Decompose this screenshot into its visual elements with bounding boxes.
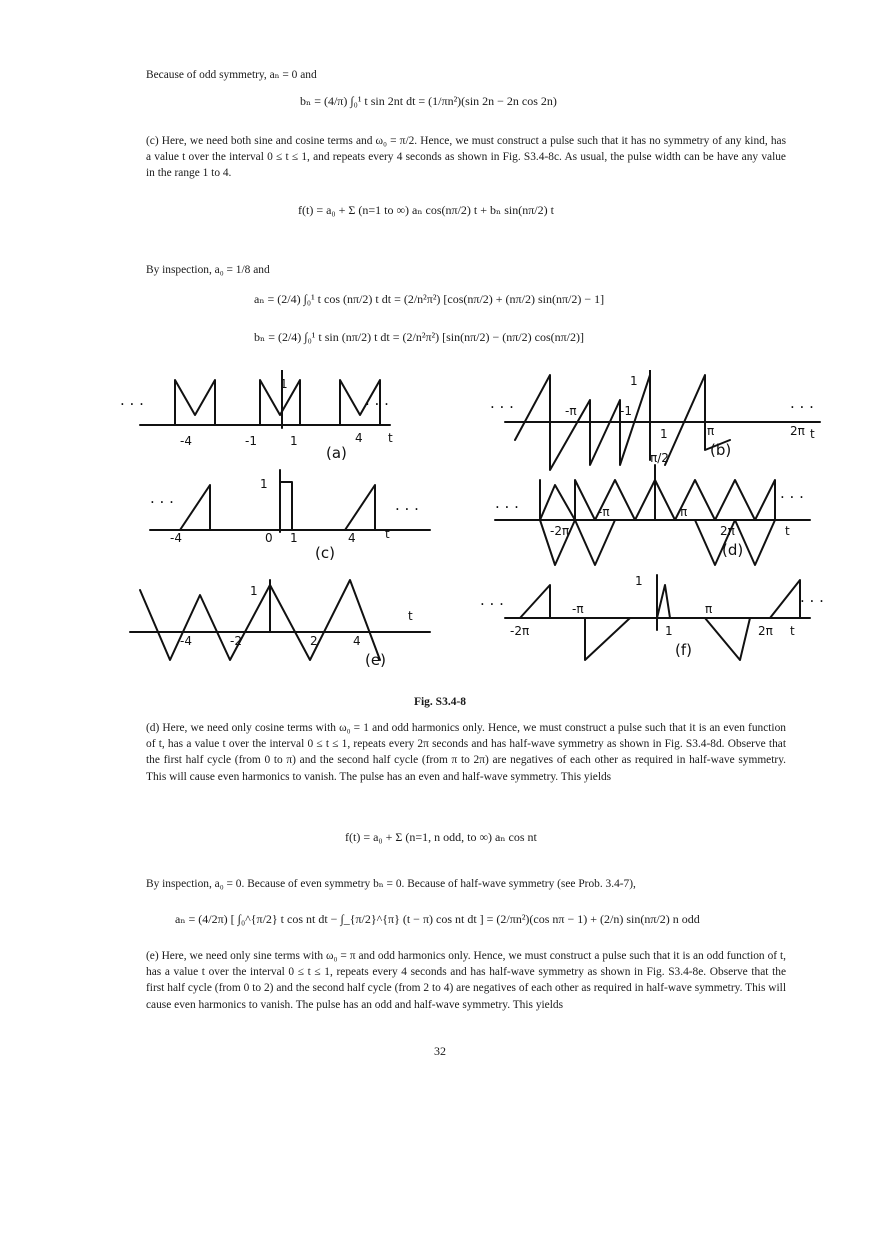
paragraph-part-c: (c) Here, we need both sine and cosine terms and ω₀ = π/2. Hence, we must construct a pulse such that it has no symmetry of any kind, has a value t over the interval 0 ≤ t ≤ 1, and repeats every 4 seconds as shown in Fig. S3.4-8c. As usual, the pulse width can be have any value in the range 1 to 4. xyxy=(146,135,786,180)
panel-c-label: (c) xyxy=(315,544,335,562)
panel-d-tick-3: π xyxy=(680,505,688,519)
page-number: 32 xyxy=(434,1044,446,1058)
panel-e-tick-2: -2 xyxy=(230,634,242,648)
panel-d-tick-2: -π xyxy=(598,505,610,519)
panel-b-axis-label: t xyxy=(810,427,815,441)
panel-d-label: (d) xyxy=(722,541,744,559)
panel-b-value-label: 1 xyxy=(630,374,638,388)
sentence-a0-c: By inspection, a₀ = 1/8 and xyxy=(146,264,270,276)
figure-s3-4-8 xyxy=(110,370,830,690)
panel-b-dots-right: . . . xyxy=(790,394,814,412)
panel-a-value-label: 1 xyxy=(280,377,288,391)
panel-e-tick-3: 2 xyxy=(310,634,318,648)
panel-e-tick-4: 4 xyxy=(353,634,361,648)
equation-ft-d: f(t) = a₀ + Σ (n=1, n odd, to ∞) aₙ cos nt xyxy=(345,830,537,844)
panel-c-dots-right: . . . xyxy=(395,496,419,514)
panel-f-tick-2: -π xyxy=(572,602,584,616)
panel-d-dots-left: . . . xyxy=(495,494,519,512)
equation-bn-c: bₙ = (2/4) ∫₀¹ t sin (nπ/2) t dt = (2/n²π²) [sin(nπ/2) − (nπ/2) cos(nπ/2)] xyxy=(254,330,585,344)
panel-c-tick-3: 1 xyxy=(290,531,298,545)
panel-f-tick-1: -2π xyxy=(510,624,530,638)
panel-e-graph xyxy=(130,580,430,660)
panel-d-axis-label: t xyxy=(785,524,790,538)
panel-d-value-label: π/2 xyxy=(650,451,669,465)
panel-f-dots-left: . . . xyxy=(480,591,504,609)
panel-a-tick-1: -4 xyxy=(180,434,192,448)
panel-c-value-label: 1 xyxy=(260,477,268,491)
panel-c-tick-2: 0 xyxy=(265,531,273,545)
intro-sentence: Because of odd symmetry, aₙ = 0 and xyxy=(146,69,317,81)
panel-e-value-label: 1 xyxy=(250,584,258,598)
panel-c-axis-label: t xyxy=(385,527,390,541)
paragraph-part-e: (e) Here, we need only sine terms with ω₀ = π and odd harmonics only. Hence, we must construct a pulse such that it is an odd function of t, has a value t over the interval 0 ≤ t ≤ 1, repeats every 4 seconds and has half-wave symmetry as shown in Fig. S3.4-8e. Observe that the first half cycle (from 0 to 2) and the second half cycle (from 2 to 4) are negatives of each other as required in half-wave symmetry. This will cause even harmonics to vanish. The pulse has an odd and half-wave symmetry. This yields xyxy=(146,950,786,1011)
panel-f-label: (f) xyxy=(675,641,692,659)
panel-f-tick-4: π xyxy=(705,602,713,616)
sentence-a0-d: By inspection, a₀ = 0. Because of even symmetry bₙ = 0. Because of half-wave symmetry (see Prob. 3.4-7), xyxy=(146,878,636,890)
panel-a-tick-3: 1 xyxy=(290,434,298,448)
panel-e-axis-label: t xyxy=(408,609,413,623)
panel-d-graph xyxy=(495,465,810,565)
equation-an-c: aₙ = (2/4) ∫₀¹ t cos (nπ/2) t dt = (2/n²π²) [cos(nπ/2) + (nπ/2) sin(nπ/2) − 1] xyxy=(254,292,605,306)
panel-f-tick-3: 1 xyxy=(665,624,673,638)
panel-d-tick-4: 2π xyxy=(720,524,735,538)
panel-b-dots-left: . . . xyxy=(490,394,514,412)
equation-ft-c: f(t) = a₀ + Σ (n=1 to ∞) aₙ cos(nπ/2) t + bₙ sin(nπ/2) t xyxy=(298,203,554,217)
panel-a-dots-left: . . . xyxy=(120,391,144,409)
panel-a-tick-2: -1 xyxy=(245,434,257,448)
panel-f-tick-5: 2π xyxy=(758,624,773,638)
panel-a-dots-right: . . . xyxy=(365,391,389,409)
panel-f-value-label: 1 xyxy=(635,574,643,588)
panel-f-graph xyxy=(505,575,810,660)
panel-b-label: (b) xyxy=(710,441,732,459)
panel-b-tick-4: π xyxy=(707,424,715,438)
panel-c-graph xyxy=(150,470,430,532)
panel-d-dots-right: . . . xyxy=(780,484,804,502)
panel-c-tick-1: -4 xyxy=(170,531,182,545)
panel-a-label: (a) xyxy=(326,444,347,462)
panel-c-tick-4: 4 xyxy=(348,531,356,545)
panel-b-tick-5: 2π xyxy=(790,424,805,438)
panel-c-dots-left: . . . xyxy=(150,489,174,507)
figure-caption: Fig. S3.4-8 xyxy=(413,696,467,708)
panel-a-axis-label: t xyxy=(388,431,393,445)
panel-b-tick-2: -1 xyxy=(620,404,632,418)
panel-b-tick-1: -π xyxy=(565,404,577,418)
panel-a-graph xyxy=(140,370,390,428)
panel-d-tick-1: -2π xyxy=(550,524,570,538)
panel-f-axis-label: t xyxy=(790,624,795,638)
panel-f-dots-right: . . . xyxy=(800,588,824,606)
equation-bn-b: bₙ = (4/π) ∫₀¹ t sin 2nt dt = (1/πn²)(sin 2n − 2n cos 2n) xyxy=(300,94,557,108)
panel-e-tick-1: -4 xyxy=(180,634,192,648)
paragraph-part-d: (d) Here, we need only cosine terms with ω₀ = 1 and odd harmonics only. Hence, we must construct a pulse such that it is an even function of t, has a value t over the interval 0 ≤ t ≤ 1, repeats every 2π seconds and has half-wave symmetry as shown in Fig. S3.4-8d. Observe that the first half cycle (from 0 to π) and the second half cycle (from π to 2π) are negatives of each other as required in half-wave symmetry. This will cause even harmonics to vanish. The pulse has an even and half-wave symmetry. This yields xyxy=(146,722,786,783)
equation-an-d: aₙ = (4/2π) [ ∫₀^{π/2} t cos nt dt − ∫_{π/2}^{π} (t − π) cos nt dt ] = (2/πn²)(cos nπ − 1) + (2/n) sin(nπ/2) n odd xyxy=(175,912,700,926)
panel-a-tick-4: 4 xyxy=(355,431,363,445)
panel-b-tick-3: 1 xyxy=(660,427,668,441)
panel-e-label: (e) xyxy=(365,651,386,669)
